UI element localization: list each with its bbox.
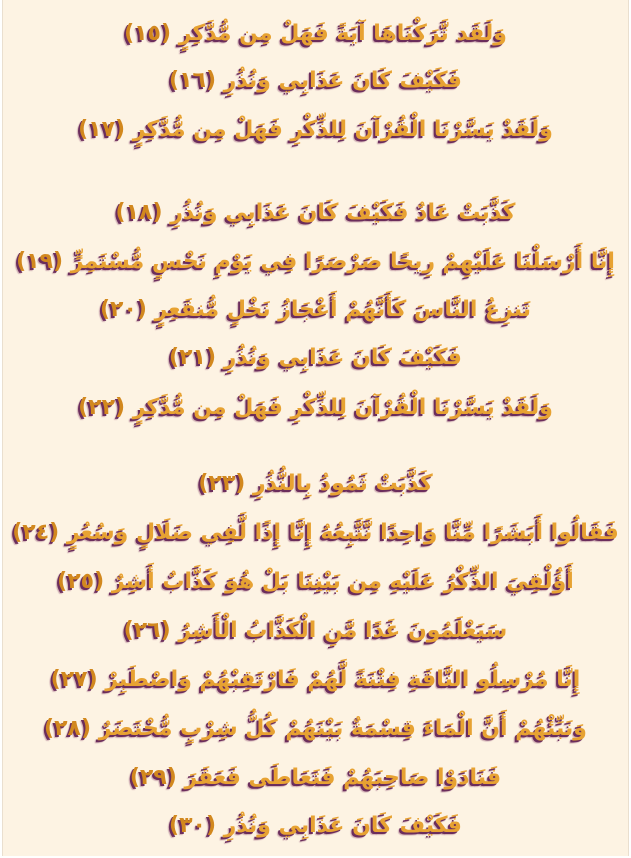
verse-number: (٢٩) [129, 765, 177, 790]
verse-30 [3, 811, 628, 841]
verse-16 [3, 66, 628, 96]
verse-text: أَؤُلْقِيَ الذِّكْرُ عَلَيْهِ مِن بَيْنِنَا بَلْ هُوَ كَذَّابٌ أَشِرٌ [111, 569, 574, 594]
verse-text: فَكَيْفَ كَانَ عَذَابِي وَنُذُرِ [223, 345, 462, 370]
verse-number: (٢٤) [12, 520, 60, 545]
verse-number: (٢٥) [57, 569, 105, 594]
verse-number: (١٩) [16, 249, 64, 274]
verse-text: سَيَعْلَمُونَ غَدًا مَّنِ الْكَذَّابُ الْأَشِرُ [178, 618, 508, 643]
verse-25 [3, 567, 628, 597]
verse-number: (١٥) [124, 21, 172, 46]
verse-text: فَكَيْفَ كَانَ عَذَابِي وَنُذُرِ [223, 813, 462, 838]
verse-text: فَكَيْفَ كَانَ عَذَابِي وَنُذُرِ [223, 68, 462, 93]
verse-number: (٢٢) [78, 395, 126, 420]
verse-text: كَذَّبَتْ عَادٌ فَكَيْفَ كَانَ عَذَابِي وَنُذُرِ [170, 200, 516, 225]
verse-text: كَذَّبَتْ ثَمُودُ بِالنُّذُرِ [253, 471, 433, 496]
verse-number: (٢٧) [50, 667, 98, 692]
verse-number: (٢٣) [198, 471, 246, 496]
verse-number: (٢٦) [123, 618, 171, 643]
verse-22 [3, 393, 628, 423]
verse-text: وَلَقَدْ يَسَّرْنَا الْقُرْآنَ لِلذِّكْرِ فَهَلْ مِن مُّدَّكِرٍ [132, 117, 553, 142]
verse-number: (٢٠) [99, 297, 147, 322]
verse-number: (٢١) [169, 345, 216, 370]
verse-text: إِنَّا مُرْسِلُو النَّاقَةِ فِتْنَةً لَّهُمْ فَارْتَقِبْهُمْ وَاصْطَبِرْ [105, 667, 581, 692]
verse-text: فَنَادَوْا صَاحِبَهُمْ فَتَعَاطَى فَعَقَرَ [184, 765, 502, 790]
verse-18 [3, 198, 628, 228]
verse-20 [3, 295, 628, 325]
verse-number: (٢٨) [44, 716, 92, 741]
verse-21 [3, 343, 628, 373]
verse-text: إِنَّا أَرْسَلْنَا عَلَيْهِمْ رِيحًا صَرْصَرًا فِي يَوْمِ نَحْسٍ مُّسْتَمِرٍّ [70, 249, 615, 274]
verse-number: (١٧) [78, 117, 126, 142]
verse-text: تَنزِعُ النَّاسَ كَأَنَّهُمْ أَعْجَازُ نَخْلٍ مُّنقَعِرٍ [154, 297, 532, 322]
verse-28 [3, 714, 628, 744]
verse-24 [3, 518, 628, 548]
verse-text: وَنَبِّئْهُمْ أَنَّ الْمَاءَ قِسْمَةٌ بَيْنَهُمْ كُلُّ شِرْبٍ مُّحْتَضَرٌ [98, 716, 587, 741]
verse-19 [3, 247, 628, 277]
verse-text: وَلَقَدْ يَسَّرْنَا الْقُرْآنَ لِلذِّكْرِ فَهَلْ مِن مُّدَّكِرٍ [132, 395, 553, 420]
verse-29 [3, 763, 628, 793]
verse-number: (١٨) [115, 200, 163, 225]
verse-23 [3, 469, 628, 499]
verse-number: (٣٠) [169, 813, 216, 838]
verse-27 [3, 665, 628, 695]
verse-15 [3, 19, 628, 49]
page [2, 0, 629, 856]
verse-text: وَلَقَد تَّرَكْنَاهَا آيَةً فَهَلْ مِن مُّدَّكِرٍ [178, 21, 507, 46]
verse-26 [3, 616, 628, 646]
verse-text: فَقَالُوا أَبَشَرًا مِّنَّا وَاحِدًا نَّتَّبِعُهُ إِنَّا إِذًا لَّفِي ضَلَالٍ وَسُعُرٍ [66, 520, 619, 545]
verse-17 [3, 115, 628, 145]
verse-number: (١٦) [169, 68, 216, 93]
